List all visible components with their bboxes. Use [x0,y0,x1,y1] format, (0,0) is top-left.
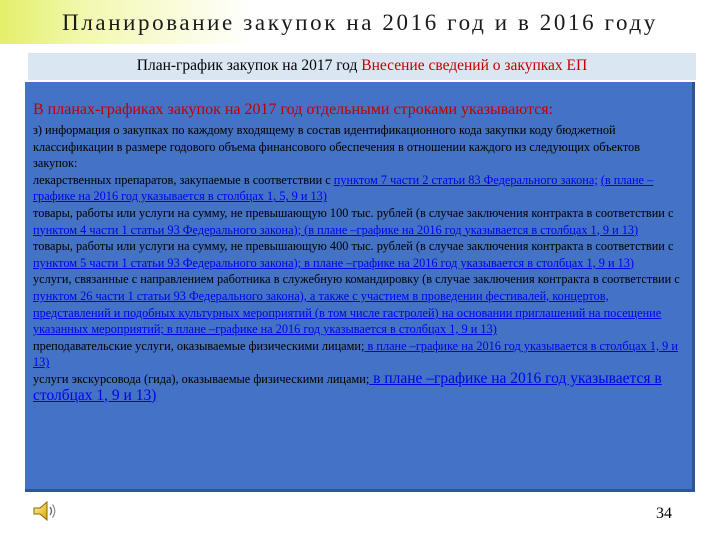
law-link[interactable]: пунктом 4 части 1 статьи 93 Федерального закона); [33,222,302,237]
item-note[interactable]: в плане –графике на 2016 год указывается в столбцах 1, 9 и 13) [301,255,635,270]
subtitle-box [28,53,696,80]
list-item [33,338,684,371]
item-note[interactable]: (в плане –графике на 2016 год указывается в столбцах 1, 5, 9 и 13) [33,172,654,204]
speaker-icon[interactable] [32,500,58,522]
subtitle-main: План-график закупок на 2017 год [136,57,358,74]
law-link[interactable]: пунктом 26 части 1 статьи 93 Федерального закона), а также с участием в проведении фестивалей, концертов, представлений и подобных культурных мероприятий (в том числе гастролей) на основании приглашений на посещение указанных мероприятий; [33,288,662,337]
item-note[interactable]: в плане –графике на 2016 год указывается в столбцах 1, 9 и 13) [163,322,497,337]
item-note[interactable]: в плане –графике на 2016 год указывается в столбцах 1, 9 и 13) [33,338,678,370]
list-item [33,205,684,238]
item-text: товары, работы или услуги на сумму, не превышающую 100 тыс. рублей (в случае заключения контракта в соответствии с [33,205,674,220]
item-text: лекарственных препаратов, закупаемые в соответствии с [33,172,334,187]
content-heading: В планах-графиках закупок на 2017 год отдельными строками указываются: [33,101,554,118]
content-box [25,82,695,492]
item-text: товары, работы или услуги на сумму, не превышающую 400 тыс. рублей (в случае заключения контракта в соответствии с [33,239,674,254]
list-item [33,371,684,404]
list-item [33,172,684,205]
item-text: услуги, связанные с направлением работника в служебную командировку (в случае заключения контракта в соответствии с [33,272,680,287]
slide-title: Планирование закупок на 2016 год и в 2016 году [62,10,658,35]
item-note[interactable]: (в плане –графике на 2016 год указывается в столбцах 1, 9 и 13) [301,222,639,237]
page-number: 34 [656,505,672,522]
intro-paragraph: з) информация о закупках по каждому входящему в состав идентификационного кода закупки коду бюджетной классификации в размере годового объема финансового обеспечения в отношении каждого из следующих объектов закупок: [33,123,640,171]
list-item [33,238,684,271]
item-text: услуги экскурсовода (гида), оказываемые физическими лицами; [33,371,370,386]
list-item [33,271,684,337]
item-text: преподавательские услуги, оказываемые физическими лицами; [33,338,365,353]
law-link[interactable]: пунктом 5 части 1 статьи 93 Федерального закона); [33,255,302,270]
item-note[interactable]: в плане –графике на 2016 год указывается в столбцах 1, 9 и 13) [33,369,662,404]
subtitle-highlight: Внесение сведений о закупках ЕП [361,57,588,74]
law-link[interactable]: пунктом 7 части 2 статьи 83 Федерального закона; [333,172,598,187]
content-body [33,122,684,404]
